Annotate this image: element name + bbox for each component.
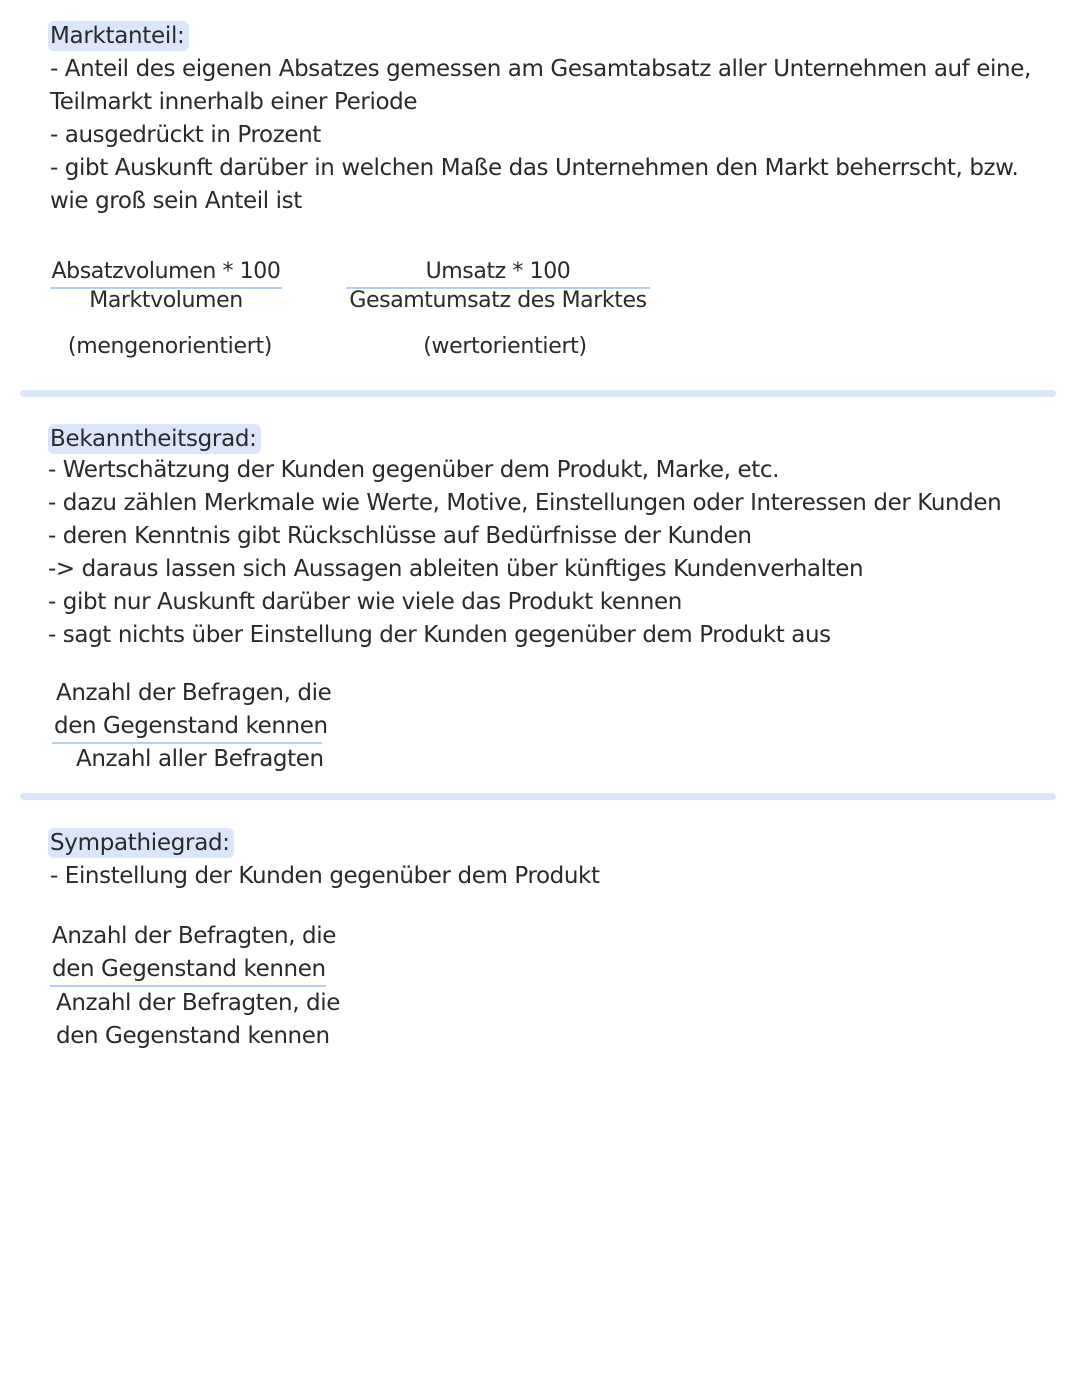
- marktanteil-line-2: Teilmarkt innerhalb einer Periode: [50, 89, 418, 115]
- formula-bekanntheit-numerator-1: Anzahl der Befragen, die: [56, 680, 332, 706]
- formula-umsatz-note: (wertorientiert): [423, 334, 587, 359]
- formula-bekanntheit-numerator-2: den Gegenstand kennen: [54, 713, 328, 739]
- marktanteil-line-1: - Anteil des eigenen Absatzes gemessen am Gesamtabsatz aller Unternehmen auf eine,: [50, 56, 1031, 82]
- marktanteil-line-3: - ausgedrückt in Prozent: [50, 122, 321, 148]
- section-divider-2: [20, 793, 1056, 800]
- bekanntheitsgrad-line-2: - dazu zählen Merkmale wie Werte, Motive, Einstellungen oder Interessen der Kunden: [48, 490, 1002, 516]
- heading-sympathiegrad: Sympathiegrad:: [48, 828, 234, 858]
- formula-bekanntheit-denominator: Anzahl aller Befragten: [76, 746, 324, 772]
- formula-sympathie-numerator-1: Anzahl der Befragten, die: [52, 923, 336, 949]
- heading-marktanteil: Marktanteil:: [48, 21, 189, 51]
- bekanntheitsgrad-line-3: - deren Kenntnis gibt Rückschlüsse auf Bedürfnisse der Kunden: [48, 523, 752, 549]
- formula-sympathie-denominator-2: den Gegenstand kennen: [56, 1023, 330, 1049]
- formula-absatz-numerator: Absatzvolumen * 100: [51, 259, 281, 284]
- formula-umsatz-denominator: Gesamtumsatz des Marktes: [349, 288, 647, 313]
- bekanntheitsgrad-line-5: - gibt nur Auskunft darüber wie viele das Produkt kennen: [48, 589, 682, 615]
- formula-sympathie-denominator-1: Anzahl der Befragten, die: [56, 990, 340, 1016]
- marktanteil-line-5: wie groß sein Anteil ist: [50, 188, 302, 214]
- formula-umsatz-numerator: Umsatz * 100: [425, 259, 571, 284]
- bekanntheitsgrad-line-4: -> daraus lassen sich Aussagen ableiten über künftiges Kundenverhalten: [48, 556, 864, 582]
- bekanntheitsgrad-line-6: - sagt nichts über Einstellung der Kunden gegenüber dem Produkt aus: [48, 622, 831, 648]
- section-divider-1: [20, 390, 1056, 397]
- sympathiegrad-line-1: - Einstellung der Kunden gegenüber dem Produkt: [50, 863, 600, 889]
- bekanntheitsgrad-line-1: - Wertschätzung der Kunden gegenüber dem Produkt, Marke, etc.: [48, 457, 779, 483]
- marktanteil-line-4: - gibt Auskunft darüber in welchen Maße das Unternehmen den Markt beherrscht, bzw.: [50, 155, 1019, 181]
- heading-bekanntheitsgrad: Bekanntheitsgrad:: [48, 424, 261, 454]
- formula-absatz-note: (mengenorientiert): [67, 334, 273, 359]
- formula-absatz-denominator: Marktvolumen: [89, 288, 243, 313]
- formula-sympathie-numerator-2: den Gegenstand kennen: [52, 956, 326, 982]
